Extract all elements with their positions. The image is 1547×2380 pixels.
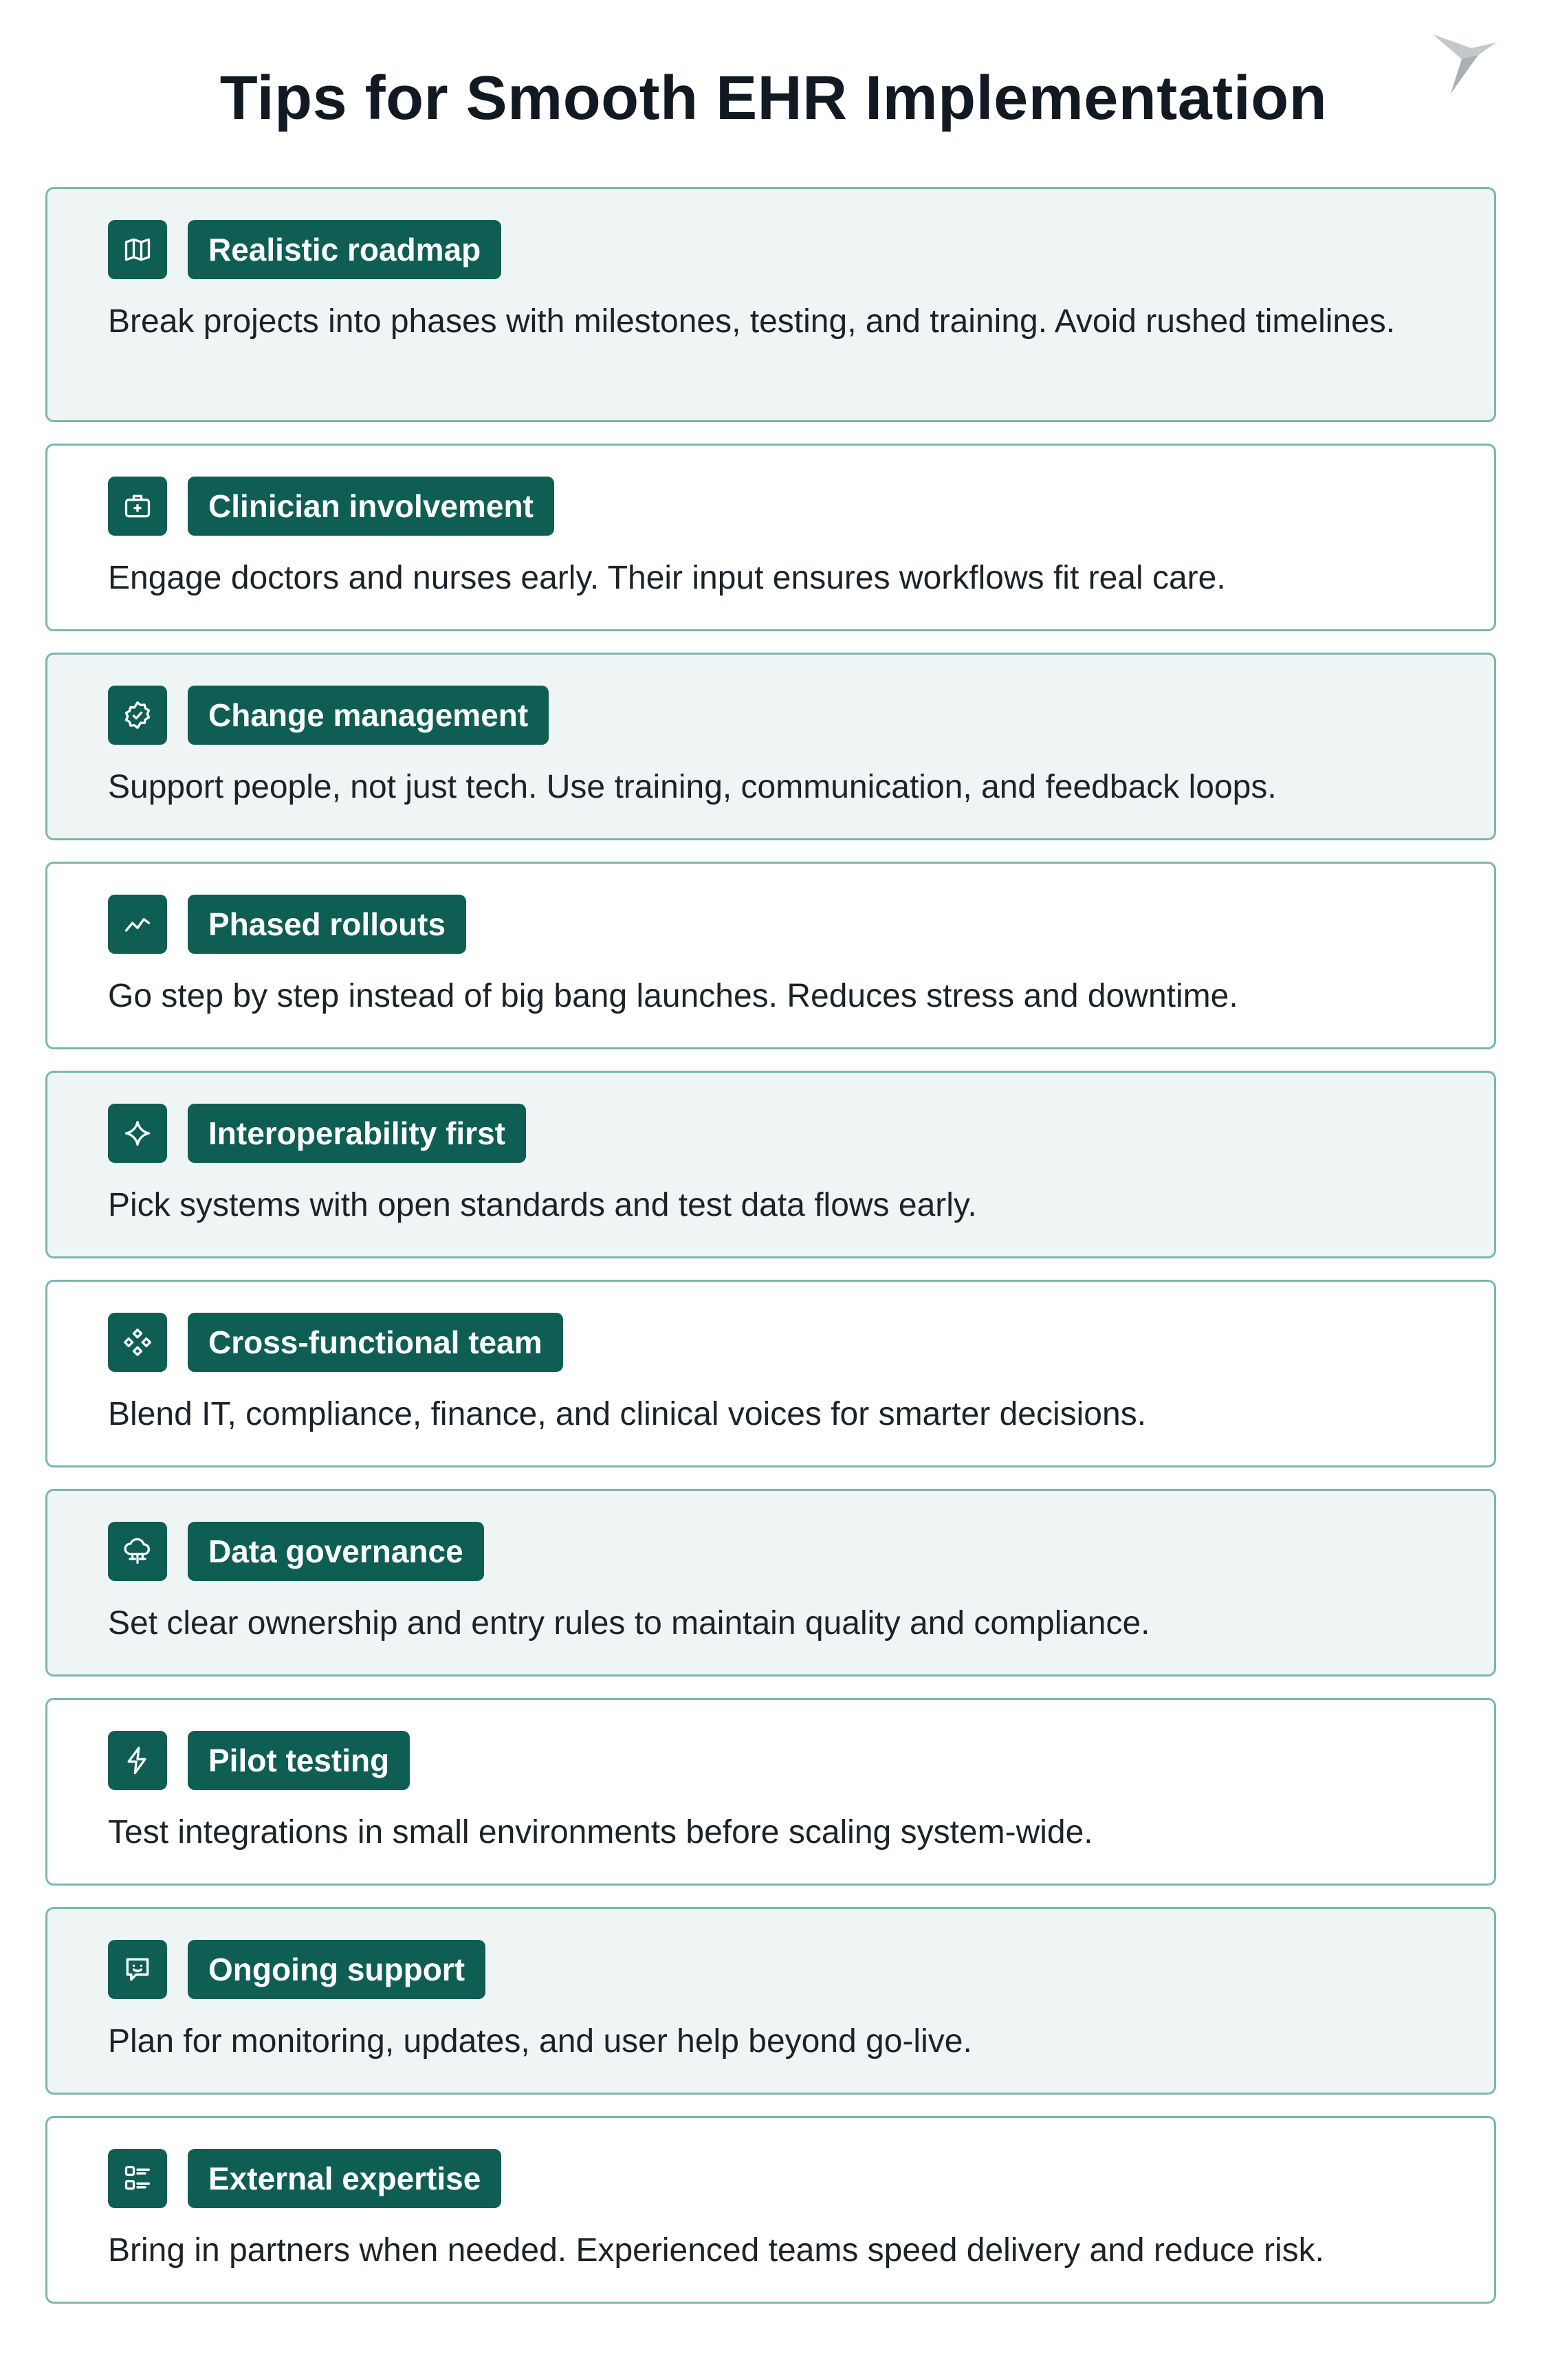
tip-label: Clinician involvement [188, 477, 554, 536]
tip-description: Blend IT, compliance, finance, and clinical voices for smarter decisions. [108, 1396, 1147, 1432]
checklist-icon [108, 2149, 167, 2208]
tip-label: Data governance [188, 1522, 484, 1581]
tip-label: Change management [188, 686, 549, 745]
tip-description: Bring in partners when needed. Experienced teams speed delivery and reduce risk. [108, 2232, 1325, 2269]
badge-check-icon [108, 686, 167, 745]
lightning-icon [108, 1731, 167, 1790]
sparkle-icon [108, 1104, 167, 1163]
tip-description: Engage doctors and nurses early. Their input ensures workflows fit real care. [108, 560, 1226, 596]
tip-card-clinician-involvement [45, 444, 1496, 631]
tip-description: Pick systems with open standards and test data flows early. [108, 1187, 977, 1223]
tip-card-phased-rollouts [45, 862, 1496, 1049]
tip-card-external-expertise [45, 2116, 1496, 2304]
page-title: Tips for Smooth EHR Implementation [219, 64, 1328, 133]
tip-description: Break projects into phases with milestones, testing, and training. Avoid rushed timelines. [108, 303, 1396, 340]
tip-card-data-governance [45, 1489, 1496, 1677]
tip-description: Test integrations in small environments before scaling system-wide. [108, 1814, 1093, 1850]
tip-card-pilot-testing [45, 1698, 1496, 1886]
map-icon [108, 220, 167, 279]
tip-label: Realistic roadmap [188, 220, 501, 279]
tips-list [45, 187, 1496, 2325]
tip-description: Plan for monitoring, updates, and user help beyond go-live. [108, 2023, 972, 2060]
tip-description: Support people, not just tech. Use training, communication, and feedback loops. [108, 769, 1277, 805]
tip-label: Cross-functional team [188, 1313, 563, 1372]
tip-card-cross-functional-team [45, 1280, 1496, 1467]
tip-card-realistic-roadmap [45, 187, 1496, 422]
tip-card-ongoing-support [45, 1907, 1496, 2095]
trend-line-icon [108, 895, 167, 954]
tip-description: Set clear ownership and entry rules to maintain quality and compliance. [108, 1605, 1150, 1641]
tip-label: Pilot testing [188, 1731, 410, 1790]
tip-label: Interoperability first [188, 1104, 526, 1163]
tip-label: External expertise [188, 2149, 501, 2208]
tip-card-interoperability-first [45, 1071, 1496, 1258]
diamond-grid-icon [108, 1313, 167, 1372]
tip-card-change-management [45, 653, 1496, 840]
tip-description: Go step by step instead of big bang launches. Reduces stress and downtime. [108, 978, 1238, 1014]
tip-label: Phased rollouts [188, 895, 466, 954]
tip-label: Ongoing support [188, 1940, 485, 1999]
chat-smile-icon [108, 1940, 167, 1999]
cloud-network-icon [108, 1522, 167, 1581]
medical-kit-icon [108, 477, 167, 536]
